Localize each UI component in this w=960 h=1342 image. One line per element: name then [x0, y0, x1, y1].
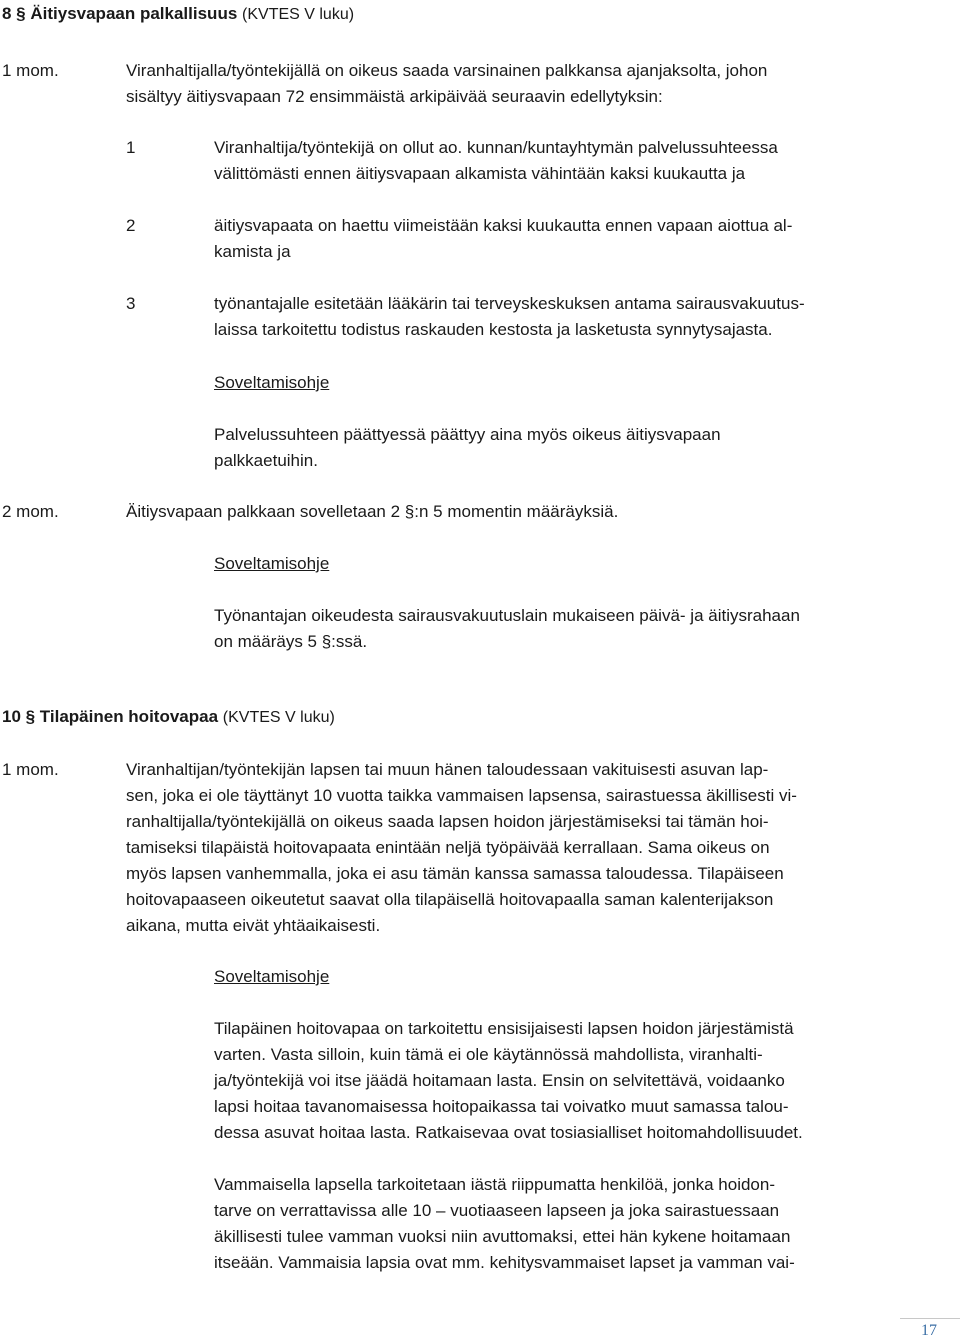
guide-line: Tilapäinen hoitovapaa on tarkoitettu ensisijaisesti lapsen hoidon järjestämistä: [214, 1019, 794, 1038]
section-8-title: 8 § Äitiysvapaan palkallisuus: [2, 4, 238, 23]
section-10-title: 10 § Tilapäinen hoitovapaa: [2, 707, 219, 726]
paragraph-line: ranhaltijalla/työntekijällä on oikeus saada lapsen hoidon järjestämiseksi tai tämän hoi-: [126, 812, 769, 831]
list-item-number: 3: [126, 294, 136, 313]
page-number: 17: [921, 1322, 937, 1339]
list-item-number: 1: [126, 138, 136, 157]
list-item-line: kamista ja: [214, 242, 291, 261]
guide-line: palkkaetuihin.: [214, 451, 318, 470]
guide-line: Palvelussuhteen päättyessä päättyy aina myös oikeus äitiysvapaan: [214, 425, 721, 444]
section-8-chapter-ref: (KVTES V luku): [242, 6, 355, 23]
guide-title: Soveltamisohje: [214, 373, 330, 392]
guide-line: Vammaisella lapsella tarkoitetaan iästä riippumatta henkilöä, jonka hoidon-: [214, 1175, 775, 1194]
list-item-line: välittömästi ennen äitiysvapaan alkamista vähintään kaksi kuukautta ja: [214, 164, 746, 183]
list-item-number: 2: [126, 216, 136, 235]
list-item-line: Viranhaltija/työntekijä on ollut ao. kunnan/kuntayhtymän palvelussuhteessa: [214, 138, 778, 157]
guide-line: tarve on verrattavissa alle 10 – vuotiaaseen lapseen ja joka sairastuessaan: [214, 1201, 780, 1220]
mom-label: 1 mom.: [2, 760, 59, 779]
section-8-heading: [2, 4, 354, 25]
paragraph-line: aikana, mutta eivät yhtäaikaisesti.: [126, 916, 381, 935]
guide-line: ja/työntekijä voi itse jäädä hoitamaan lasta. Ensin on selvitettävä, voidaanko: [214, 1071, 785, 1090]
guide-title: Soveltamisohje: [214, 554, 330, 573]
paragraph-line: Viranhaltijalla/työntekijällä on oikeus saada varsinainen palkkansa ajanjaksolta, johon: [126, 61, 768, 80]
paragraph-line: sen, joka ei ole täyttänyt 10 vuotta taikka vammaisen lapsensa, sairastuessa äkillisesti vi-: [126, 786, 797, 805]
page-number-rule: [900, 1318, 960, 1319]
guide-line: lapsi hoitaa tavanomaisessa hoitopaikassa tai voivatko muut samassa talou-: [214, 1097, 789, 1116]
guide-line: Työnantajan oikeudesta sairausvakuutuslain mukaiseen päivä- ja äitiysrahaan: [214, 606, 800, 625]
list-item-line: laissa tarkoitettu todistus raskauden kestosta ja lasketusta synnytysajasta.: [214, 320, 773, 339]
section-10-heading: [2, 707, 335, 728]
guide-title: Soveltamisohje: [214, 967, 330, 986]
paragraph-line: tamiseksi tilapäistä hoitovapaata enintään neljä työpäivää kerrallaan. Sama oikeus on: [126, 838, 770, 857]
mom-label: 2 mom.: [2, 502, 59, 521]
list-item-line: työnantajalle esitetään lääkärin tai terveyskeskuksen antama sairausvakuutus-: [214, 294, 805, 313]
list-item-line: äitiysvapaata on haettu viimeistään kaksi kuukautta ennen vapaan aiottua al-: [214, 216, 793, 235]
guide-line: dessa asuvat hoitaa lasta. Ratkaisevaa ovat tosiasialliset hoitomahdollisuudet.: [214, 1123, 803, 1142]
guide-line: äkillisesti tulee vamman vuoksi niin avuttomaksi, ettei hän kykene hoitamaan: [214, 1227, 791, 1246]
paragraph-line: hoitovapaaseen oikeutetut saavat olla tilapäisellä hoitovapaalla saman kalenterijakson: [126, 890, 774, 909]
paragraph-line: Äitiysvapaan palkkaan sovelletaan 2 §:n 5 momentin määräyksiä.: [126, 502, 619, 521]
guide-line: itseään. Vammaisia lapsia ovat mm. kehitysvammaiset lapset ja vamman vai-: [214, 1253, 795, 1272]
paragraph-line: sisältyy äitiysvapaan 72 ensimmäistä arkipäivää seuraavin edellytyksin:: [126, 87, 663, 106]
guide-line: varten. Vasta silloin, kuin tämä ei ole käytännössä mahdollista, viranhalti-: [214, 1045, 763, 1064]
paragraph-line: myös lapsen vanhemmalla, joka ei asu tämän kanssa samassa taloudessa. Tilapäiseen: [126, 864, 784, 883]
paragraph-line: Viranhaltijan/työntekijän lapsen tai muun hänen taloudessaan vakituisesti asuvan lap-: [126, 760, 769, 779]
section-10-chapter-ref: (KVTES V luku): [222, 709, 335, 726]
guide-line: on määräys 5 §:ssä.: [214, 632, 368, 651]
mom-label: 1 mom.: [2, 61, 59, 80]
